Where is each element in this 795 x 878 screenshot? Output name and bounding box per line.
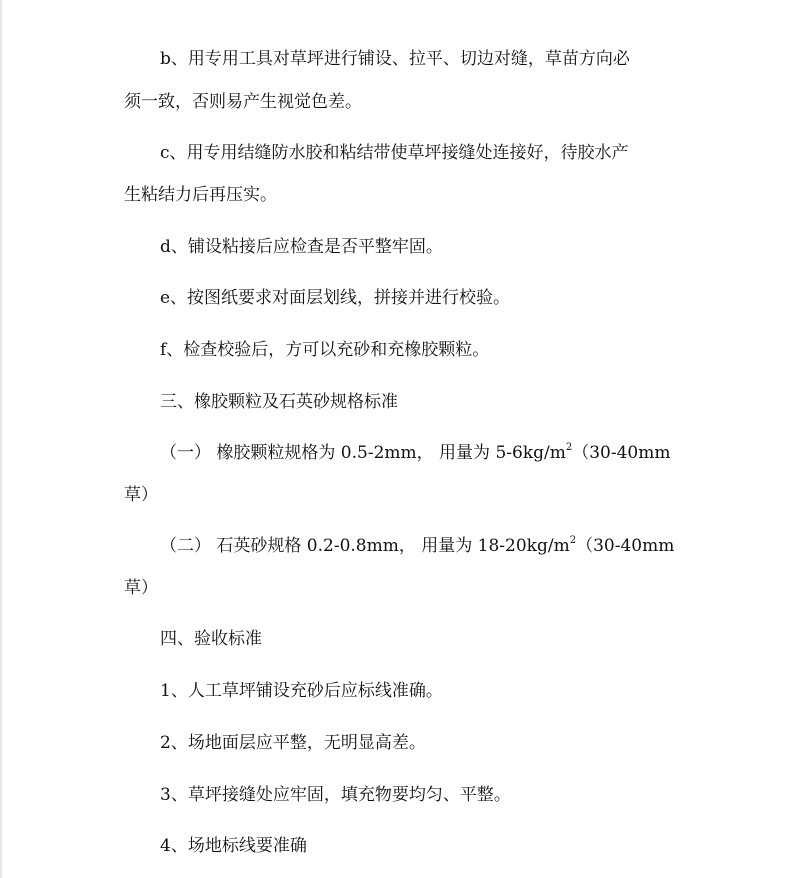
section3-item2-tail: （30-40mm: [576, 536, 675, 556]
section3-item1-text: （一） 橡胶颗粒规格为 0.5-2mm， 用量为 5-6kg/m: [160, 443, 566, 463]
section3-item2-line1: [160, 535, 674, 560]
section3-item1-tail: （30-40mm: [572, 443, 671, 463]
paragraph-f: f、检查校验后，方可以充砂和充橡胶颗粒。: [160, 340, 490, 360]
section3-item2-sup: 2: [569, 535, 577, 546]
section3-item1-sup: 2: [565, 442, 573, 453]
section3-item1-line2: 草）: [124, 485, 158, 505]
section3-item2-text: （二） 石英砂规格 0.2-0.8mm， 用量为 18-20kg/m: [160, 536, 570, 556]
paragraph-b-line1: b、用专用工具对草坪进行铺设、拉平、切边对缝，草苗方向必: [160, 49, 630, 69]
section4-item-1: 1、人工草坪铺设充砂后应标线准确。: [160, 681, 443, 701]
paragraph-d: d、铺设粘接后应检查是否平整牢固。: [160, 237, 443, 257]
section3-item1-line1: [160, 442, 670, 467]
paragraph-b-line2: 须一致，否则易产生视觉色差。: [124, 92, 362, 112]
section4-item-3: 3、草坪接缝处应牢固，填充物要均匀、平整。: [160, 785, 511, 805]
paragraph-c-line2: 生粘结力后再压实。: [124, 185, 277, 205]
section3-heading: 三、橡胶颗粒及石英砂规格标准: [160, 392, 398, 412]
paragraph-e: e、按图纸要求对面层划线，拼接并进行校验。: [160, 288, 511, 308]
section4-heading: 四、验收标准: [160, 629, 262, 649]
page-edge: [0, 0, 2, 878]
section4-item-4: 4、场地标线要准确: [160, 836, 307, 856]
section3-item2-line2: 草）: [124, 578, 158, 598]
paragraph-c-line1: c、用专用结缝防水胶和粘结带使草坪接缝处连接好，待胶水产: [160, 143, 629, 163]
section4-item-2: 2、场地面层应平整，无明显高差。: [160, 733, 426, 753]
